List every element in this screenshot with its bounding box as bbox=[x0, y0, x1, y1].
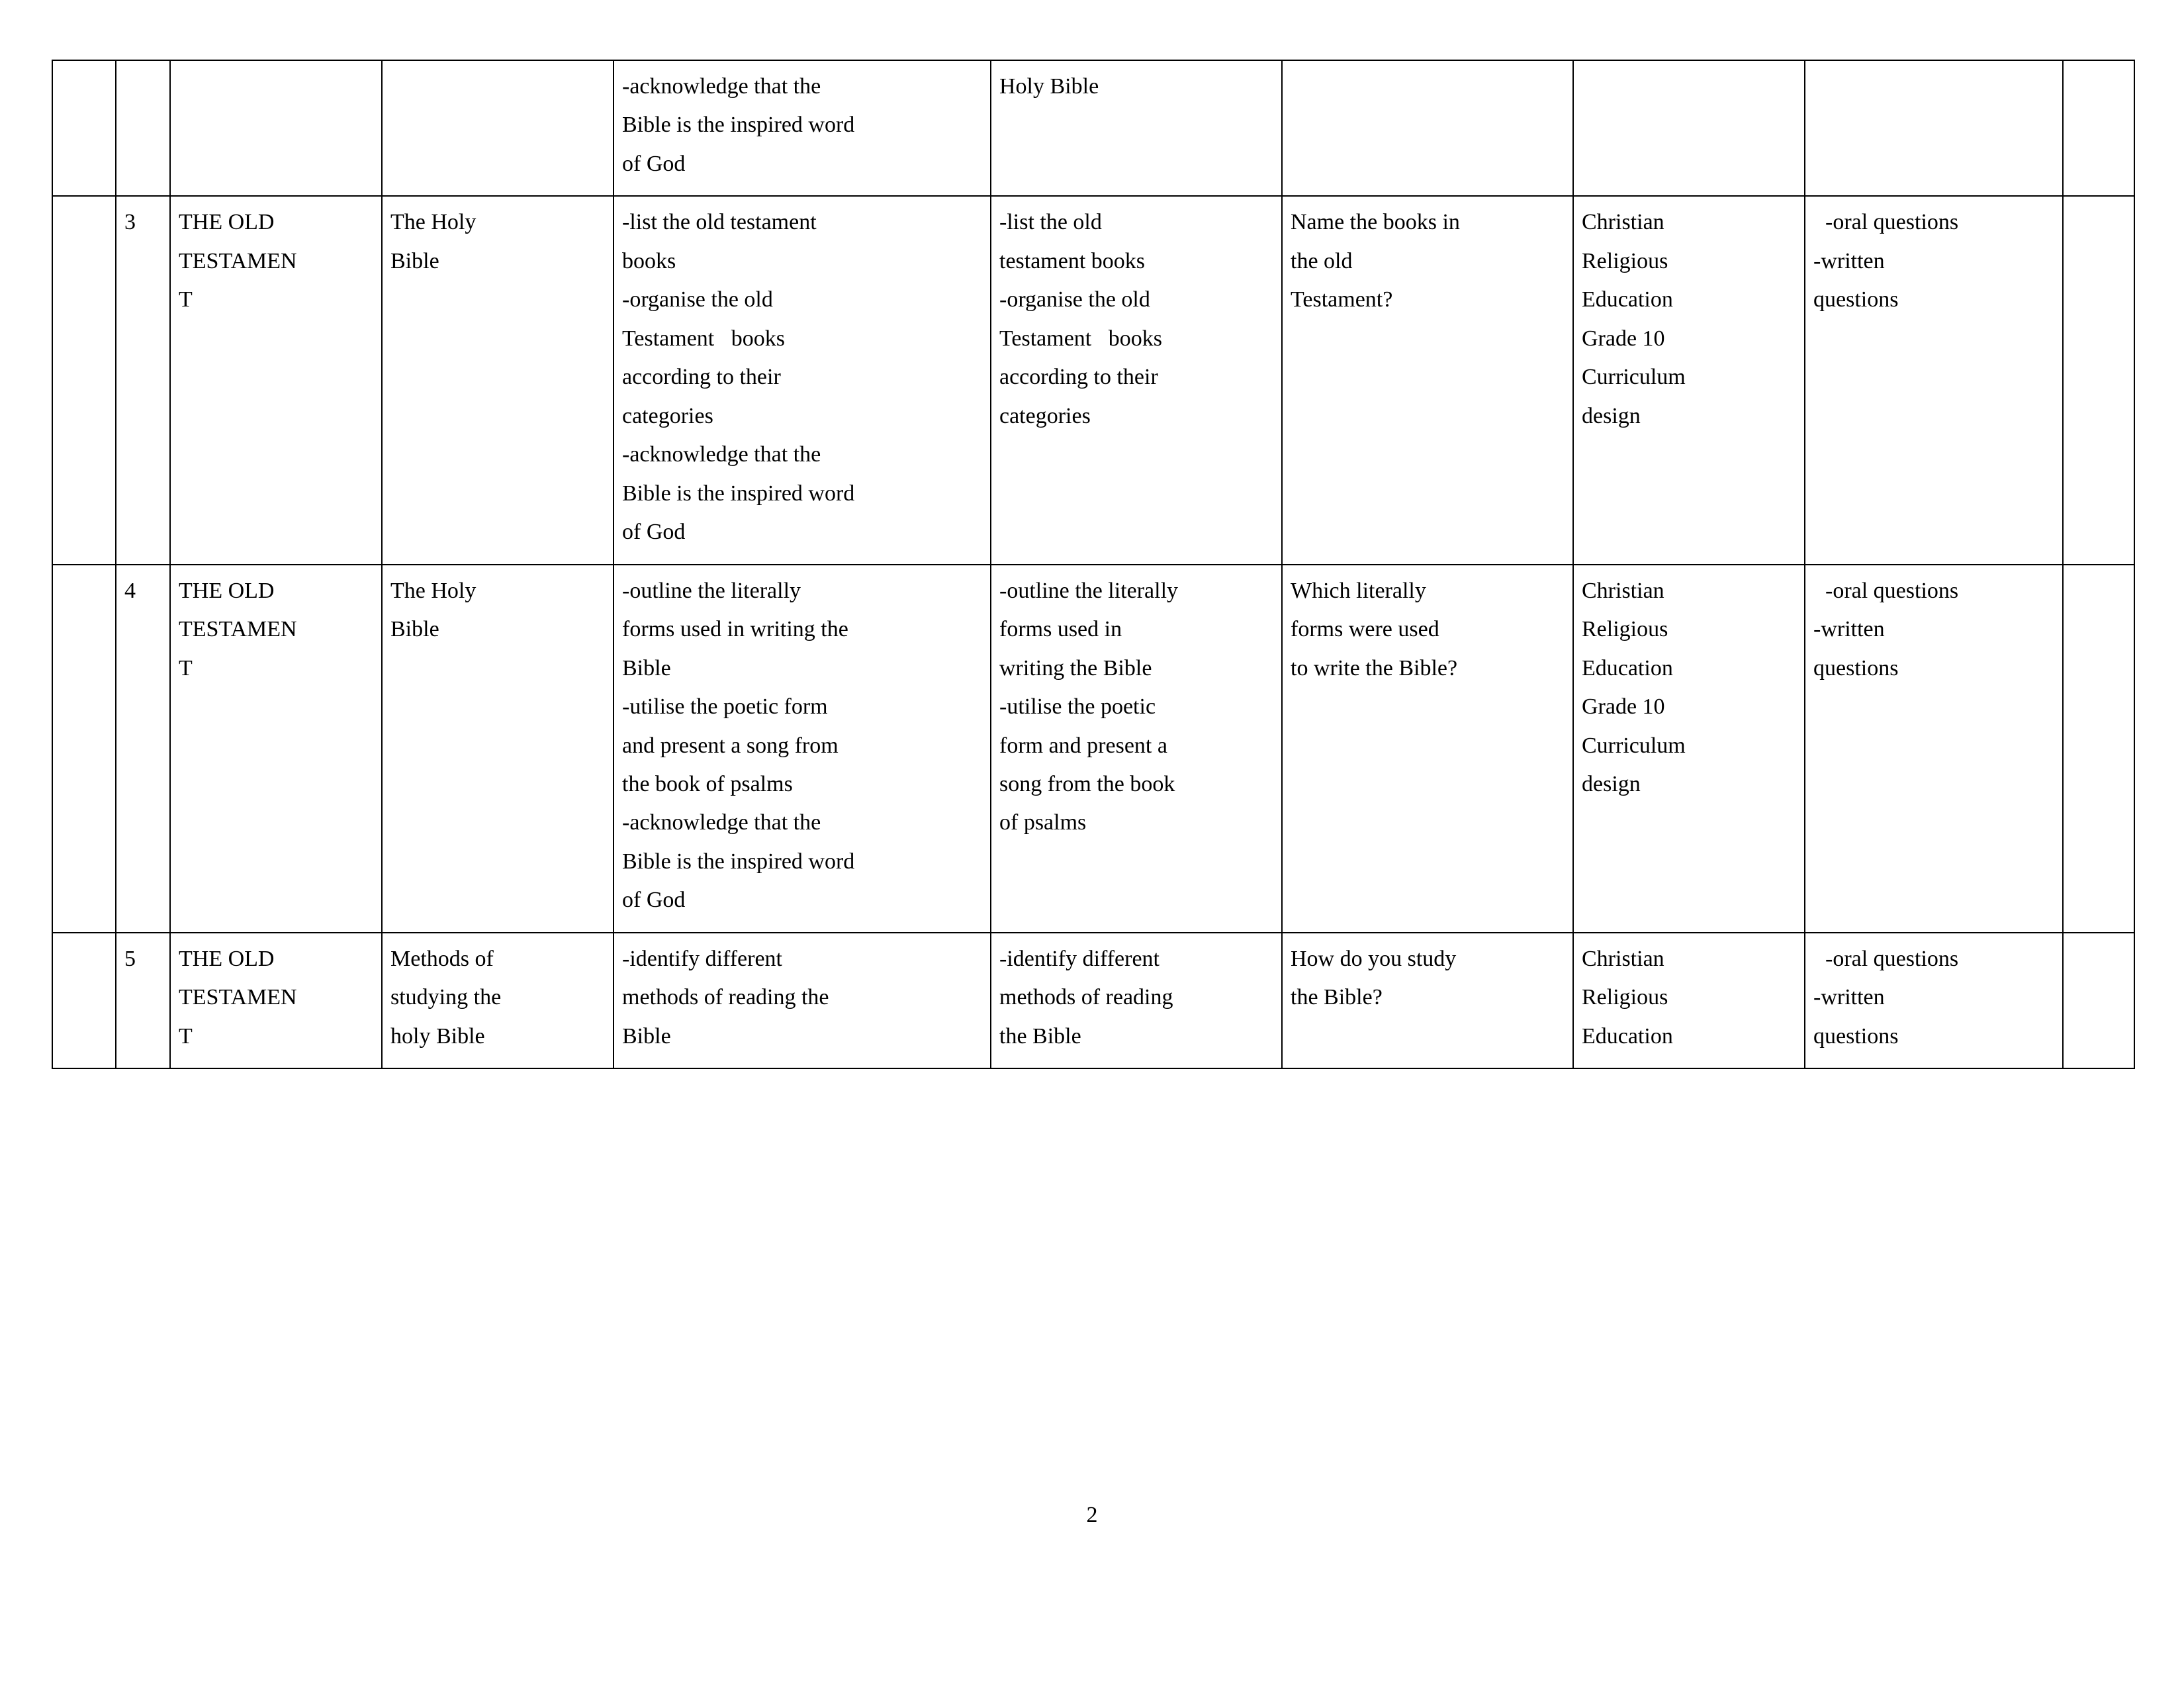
cell-subtopic bbox=[382, 565, 614, 933]
topic-line: THE OLD bbox=[179, 210, 275, 235]
cell-remarks bbox=[2063, 60, 2134, 196]
experience-line: testament books bbox=[999, 248, 1146, 273]
subtopic-line: Methods of bbox=[390, 946, 494, 971]
resource-line: design bbox=[1582, 403, 1641, 428]
subtopic-line: Bible bbox=[390, 617, 439, 642]
cell-marker bbox=[52, 565, 116, 933]
cell-remarks bbox=[2063, 565, 2134, 933]
outcome-line: -acknowledge that the bbox=[622, 442, 821, 467]
outcome-line: -identify different bbox=[622, 946, 783, 971]
inquiry-line: forms were used bbox=[1291, 617, 1439, 642]
outcome-line: the book of psalms bbox=[622, 771, 793, 796]
experience-line: methods of reading bbox=[999, 985, 1173, 1010]
experience-line: song from the book bbox=[999, 771, 1175, 796]
cell-topic bbox=[170, 60, 382, 196]
assessment-line: questions bbox=[1813, 655, 1899, 680]
cell-week: 5 bbox=[116, 933, 170, 1068]
cell-subtopic bbox=[382, 196, 614, 564]
inquiry-line: to write the Bible? bbox=[1291, 655, 1458, 680]
topic-line: T bbox=[179, 1023, 193, 1049]
cell-assessment bbox=[1805, 60, 2063, 196]
outcome-line: Bible bbox=[622, 1023, 671, 1049]
outcome-line: of God bbox=[622, 520, 686, 545]
outcome-line: Bible is the inspired word bbox=[622, 481, 855, 506]
inquiry-line: the Bible? bbox=[1291, 985, 1383, 1010]
cell-learning-outcomes bbox=[614, 933, 991, 1068]
cell-key-inquiry bbox=[1282, 933, 1573, 1068]
topic-line: T bbox=[179, 655, 193, 680]
experience-line: -organise the old bbox=[999, 287, 1150, 312]
cell-marker bbox=[52, 933, 116, 1068]
scheme-of-work-table-wrapper bbox=[52, 60, 2134, 1069]
cell-week bbox=[116, 60, 170, 196]
cell-week: 4 bbox=[116, 565, 170, 933]
resource-line: Curriculum bbox=[1582, 733, 1686, 758]
resource-line: Grade 10 bbox=[1582, 694, 1665, 720]
resource-line: Religious bbox=[1582, 985, 1668, 1010]
outcome-line: Bible bbox=[622, 655, 671, 680]
subtopic-line: Bible bbox=[390, 248, 439, 273]
assessment-line: -written bbox=[1813, 985, 1885, 1010]
subtopic-line: The Holy bbox=[390, 578, 477, 603]
page-number: 2 bbox=[1086, 1503, 1098, 1527]
experience-line: categories bbox=[999, 403, 1091, 428]
cell-resources bbox=[1573, 565, 1805, 933]
cell-learning-outcomes bbox=[614, 196, 991, 564]
cell-key-inquiry bbox=[1282, 60, 1573, 196]
resource-line: Education bbox=[1582, 1023, 1673, 1049]
inquiry-line: Testament? bbox=[1291, 287, 1393, 312]
outcome-line: books bbox=[622, 248, 676, 273]
table-row bbox=[52, 565, 2134, 933]
inquiry-line: How do you study bbox=[1291, 946, 1457, 971]
cell-subtopic bbox=[382, 60, 614, 196]
cell-topic bbox=[170, 196, 382, 564]
resource-line: Education bbox=[1582, 287, 1673, 312]
cell-marker bbox=[52, 196, 116, 564]
table-row bbox=[52, 60, 2134, 196]
table-row bbox=[52, 196, 2134, 564]
experience-line: the Bible bbox=[999, 1023, 1081, 1049]
outcome-line: -list the old testament bbox=[622, 210, 817, 235]
resource-line: Christian bbox=[1582, 578, 1664, 603]
resource-line: Christian bbox=[1582, 946, 1664, 971]
resource-line: design bbox=[1582, 771, 1641, 796]
outcome-line: -acknowledge that the bbox=[622, 810, 821, 835]
cell-learning-experiences bbox=[991, 933, 1282, 1068]
cell-remarks bbox=[2063, 933, 2134, 1068]
cell-assessment bbox=[1805, 565, 2063, 933]
experience-line: forms used in bbox=[999, 617, 1122, 642]
cell-learning-experiences bbox=[991, 60, 1282, 196]
experience-line: -list the old bbox=[999, 210, 1102, 235]
experience-line: -identify different bbox=[999, 946, 1160, 971]
cell-key-inquiry bbox=[1282, 196, 1573, 564]
outcome-line: according to their bbox=[622, 365, 781, 390]
outcome-line: of God bbox=[622, 888, 686, 913]
resource-line: Education bbox=[1582, 655, 1673, 680]
topic-line: TESTAMEN bbox=[179, 248, 297, 273]
resource-line: Christian bbox=[1582, 210, 1664, 235]
assessment-line: -oral questions bbox=[1825, 946, 1959, 971]
subtopic-line: holy Bible bbox=[390, 1023, 485, 1049]
inquiry-line: Name the books in bbox=[1291, 210, 1460, 235]
cell-assessment bbox=[1805, 933, 2063, 1068]
cell-learning-outcomes bbox=[614, 60, 991, 196]
outcome-line: categories bbox=[622, 403, 713, 428]
inquiry-line: Holy Bible bbox=[999, 74, 1099, 99]
experience-line: -outline the literally bbox=[999, 578, 1179, 603]
assessment-line: questions bbox=[1813, 287, 1899, 312]
assessment-line: questions bbox=[1813, 1023, 1899, 1049]
topic-line: TESTAMEN bbox=[179, 617, 297, 642]
outcome-line: and present a song from bbox=[622, 733, 839, 758]
experience-line: form and present a bbox=[999, 733, 1167, 758]
cell-remarks bbox=[2063, 196, 2134, 564]
outcome-line: of God bbox=[622, 151, 686, 176]
outcome-line: Testament books bbox=[622, 326, 785, 351]
subtopic-line: The Holy bbox=[390, 210, 477, 235]
assessment-line: -oral questions bbox=[1825, 578, 1959, 603]
cell-assessment bbox=[1805, 196, 2063, 564]
cell-learning-experiences bbox=[991, 196, 1282, 564]
outcome-line: -utilise the poetic form bbox=[622, 694, 828, 720]
cell-topic bbox=[170, 565, 382, 933]
assessment-line: -written bbox=[1813, 617, 1885, 642]
table-row bbox=[52, 933, 2134, 1068]
subtopic-line: studying the bbox=[390, 985, 502, 1010]
assessment-line: -written bbox=[1813, 248, 1885, 273]
inquiry-line: Which literally bbox=[1291, 578, 1426, 603]
cell-topic bbox=[170, 933, 382, 1068]
inquiry-line: the old bbox=[1291, 248, 1353, 273]
cell-resources bbox=[1573, 933, 1805, 1068]
experience-line: -utilise the poetic bbox=[999, 694, 1156, 720]
assessment-line: -oral questions bbox=[1825, 210, 1959, 235]
cell-subtopic bbox=[382, 933, 614, 1068]
resource-line: Religious bbox=[1582, 248, 1668, 273]
topic-line: THE OLD bbox=[179, 578, 275, 603]
outcome-line: -organise the old bbox=[622, 287, 773, 312]
resource-line: Religious bbox=[1582, 617, 1668, 642]
experience-line: of psalms bbox=[999, 810, 1087, 835]
outcome-line: forms used in writing the bbox=[622, 617, 848, 642]
topic-line: TESTAMEN bbox=[179, 985, 297, 1010]
resource-line: Grade 10 bbox=[1582, 326, 1665, 351]
outcome-line: Bible is the inspired word bbox=[622, 113, 855, 138]
experience-line: Testament books bbox=[999, 326, 1162, 351]
outcome-line: -outline the literally bbox=[622, 578, 801, 603]
cell-marker bbox=[52, 60, 116, 196]
topic-line: THE OLD bbox=[179, 946, 275, 971]
outcome-line: Bible is the inspired word bbox=[622, 849, 855, 874]
outcome-line: methods of reading the bbox=[622, 985, 829, 1010]
outcome-line: -acknowledge that the bbox=[622, 74, 821, 99]
scheme-of-work-table bbox=[52, 60, 2135, 1069]
experience-line: according to their bbox=[999, 365, 1158, 390]
resource-line: Curriculum bbox=[1582, 365, 1686, 390]
experience-line: writing the Bible bbox=[999, 655, 1152, 680]
cell-learning-outcomes bbox=[614, 565, 991, 933]
cell-learning-experiences bbox=[991, 565, 1282, 933]
topic-line: T bbox=[179, 287, 193, 312]
cell-resources bbox=[1573, 60, 1805, 196]
cell-key-inquiry bbox=[1282, 565, 1573, 933]
cell-week: 3 bbox=[116, 196, 170, 564]
cell-resources bbox=[1573, 196, 1805, 564]
